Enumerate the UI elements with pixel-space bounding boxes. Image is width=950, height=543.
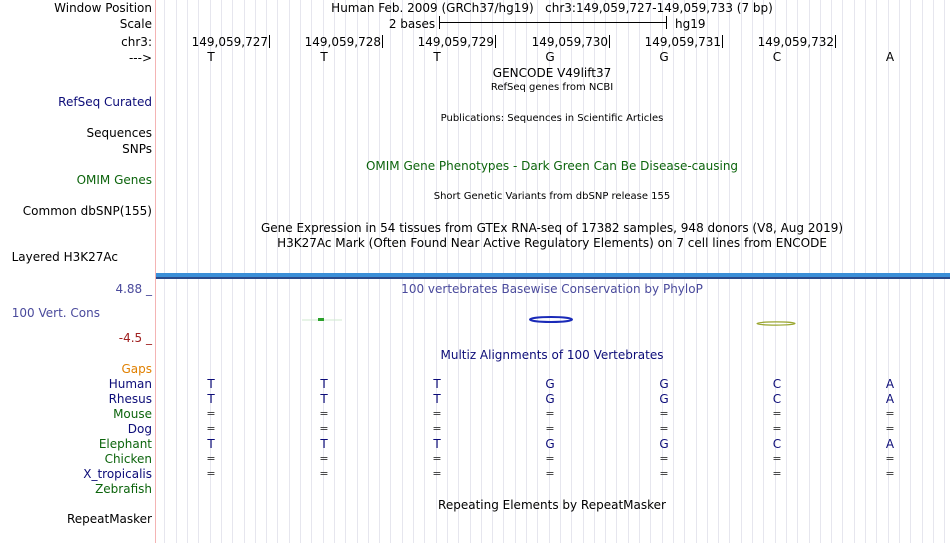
sequence-base: G <box>545 50 555 64</box>
position-tick <box>722 35 723 48</box>
alignment-match: = <box>432 467 442 480</box>
label-snps[interactable]: SNPs <box>122 142 152 156</box>
alignment-match: = <box>772 467 782 480</box>
label-gaps[interactable]: Gaps <box>121 362 152 376</box>
guide-line <box>922 0 923 543</box>
alignment-match: = <box>772 422 782 435</box>
position-6: 149,059,732 <box>757 35 834 49</box>
alignment-match: = <box>772 407 782 420</box>
guide-line <box>255 0 256 543</box>
alignment-base: T <box>207 392 215 406</box>
position-tick <box>495 35 496 48</box>
track-title-phylop[interactable]: 100 vertebrates Basewise Conservation by PhyloP <box>401 282 703 296</box>
guide-line <box>741 0 742 543</box>
sequence-base: T <box>207 50 215 64</box>
track-title-gtex[interactable]: Gene Expression in 54 tissues from GTEx RNA-seq of 17382 samples, 948 donors (V8, Aug 2019) <box>260 221 844 235</box>
alignment-match: = <box>206 407 216 420</box>
guide-line <box>266 0 267 543</box>
label-common-dbsnp[interactable]: Common dbSNP(155) <box>22 204 152 218</box>
alignment-match: = <box>206 422 216 435</box>
guide-line <box>786 0 787 543</box>
position-4: 149,059,730 <box>531 35 608 49</box>
guide-line <box>221 0 222 543</box>
guide-line <box>187 0 188 543</box>
sequence-base: C <box>772 50 782 64</box>
guide-line <box>684 0 685 543</box>
alignment-base: T <box>207 377 215 391</box>
sequence-base: T <box>320 50 328 64</box>
phylop-graph <box>156 310 950 330</box>
label-species-dog[interactable]: Dog <box>127 422 152 436</box>
alignment-match: = <box>885 452 895 465</box>
label-species-zebrafish[interactable]: Zebrafish <box>95 482 152 496</box>
alignment-base: T <box>320 392 328 406</box>
guide-line <box>673 0 674 543</box>
guide-line <box>164 0 165 543</box>
label-species-mouse[interactable]: Mouse <box>113 407 152 421</box>
track-image[interactable] <box>156 0 950 543</box>
guide-line <box>402 0 403 543</box>
position-tick <box>269 35 270 48</box>
alignment-base: T <box>320 437 328 451</box>
label-refseq-curated[interactable]: RefSeq Curated <box>58 95 152 109</box>
alignment-base: C <box>772 437 782 451</box>
position-tick <box>609 35 610 48</box>
alignment-base: T <box>433 437 441 451</box>
guide-line <box>707 0 708 543</box>
alignment-base: G <box>545 392 555 406</box>
window-position-title: Human Feb. 2009 (GRCh37/hg19) chr3:149,059,727-149,059,733 (7 bp) <box>331 1 773 15</box>
alignment-match: = <box>545 467 555 480</box>
position-5: 149,059,731 <box>644 35 721 49</box>
track-desc-refseq: RefSeq genes from NCBI <box>490 82 614 93</box>
guide-line <box>300 0 301 543</box>
label-window-position: Window Position <box>54 1 152 15</box>
guide-line <box>628 0 629 543</box>
guide-line <box>899 0 900 543</box>
label-chromosome: chr3: <box>121 35 152 49</box>
label-sequences[interactable]: Sequences <box>86 126 152 140</box>
guide-line <box>379 0 380 543</box>
alignment-match: = <box>772 452 782 465</box>
alignment-match: = <box>885 467 895 480</box>
alignment-match: = <box>319 422 329 435</box>
alignment-match: = <box>545 407 555 420</box>
alignment-match: = <box>319 452 329 465</box>
phylop-mark <box>757 322 795 325</box>
position-tick <box>382 35 383 48</box>
label-layered-h3k27ac[interactable]: Layered H3K27Ac <box>11 250 118 264</box>
guide-line <box>933 0 934 543</box>
alignment-match: = <box>432 422 442 435</box>
alignment-match: = <box>545 452 555 465</box>
alignment-match: = <box>659 407 669 420</box>
guide-line <box>820 0 821 543</box>
guide-line <box>944 0 945 543</box>
guide-line <box>311 0 312 543</box>
label-100-vert-cons[interactable]: 100 Vert. Cons <box>11 306 100 320</box>
track-title-publications[interactable]: Publications: Sequences in Scientific Articles <box>440 113 664 124</box>
alignment-base: G <box>659 437 669 451</box>
guide-line <box>865 0 866 543</box>
guide-line <box>458 0 459 543</box>
h3k27ac-signal-baseline <box>156 277 950 279</box>
phylop-mark <box>530 317 572 322</box>
alignment-match: = <box>319 467 329 480</box>
guide-line <box>244 0 245 543</box>
guide-line <box>831 0 832 543</box>
guide-line <box>718 0 719 543</box>
guide-line <box>334 0 335 543</box>
guide-line <box>854 0 855 543</box>
scale-text: 2 bases <box>388 17 436 31</box>
guide-line <box>910 0 911 543</box>
position-1: 149,059,727 <box>191 35 268 49</box>
guide-line <box>277 0 278 543</box>
alignment-match: = <box>659 467 669 480</box>
label-cons-min: -4.5 _ <box>118 331 152 345</box>
phylop-mark <box>318 318 324 321</box>
label-omim-genes[interactable]: OMIM Genes <box>76 173 152 187</box>
guide-line <box>763 0 764 543</box>
alignment-base: G <box>545 377 555 391</box>
alignment-base: T <box>207 437 215 451</box>
alignment-match: = <box>206 467 216 480</box>
guide-line <box>797 0 798 543</box>
guide-line <box>876 0 877 543</box>
guide-line <box>696 0 697 543</box>
alignment-base: T <box>433 392 441 406</box>
guide-line <box>289 0 290 543</box>
track-title-omim[interactable]: OMIM Gene Phenotypes - Dark Green Can Be Disease-causing <box>365 159 739 173</box>
guide-line <box>481 0 482 543</box>
alignment-match: = <box>432 407 442 420</box>
alignment-match: = <box>545 422 555 435</box>
guide-line <box>357 0 358 543</box>
alignment-base: T <box>433 377 441 391</box>
guide-line <box>447 0 448 543</box>
label-scale: Scale <box>119 17 152 31</box>
alignment-base: G <box>545 437 555 451</box>
alignment-match: = <box>659 422 669 435</box>
track-title-gencode[interactable]: GENCODE V49lift37 <box>492 66 612 80</box>
alignment-base: A <box>885 392 895 406</box>
guide-line <box>616 0 617 543</box>
alignment-base: A <box>885 377 895 391</box>
alignment-base: G <box>659 392 669 406</box>
guide-line <box>176 0 177 543</box>
position-tick <box>835 35 836 48</box>
guide-line <box>424 0 425 543</box>
position-2: 149,059,728 <box>304 35 381 49</box>
alignment-base: G <box>659 377 669 391</box>
guide-line <box>752 0 753 543</box>
guide-line <box>650 0 651 543</box>
track-title-dbsnp[interactable]: Short Genetic Variants from dbSNP release 155 <box>433 191 671 202</box>
label-strand: ---> <box>128 51 152 65</box>
scale-bar-right <box>666 16 667 29</box>
sequence-base: A <box>885 50 895 64</box>
label-species-human[interactable]: Human <box>108 377 152 391</box>
label-species-x-tropicalis[interactable]: X_tropicalis <box>83 467 152 481</box>
guide-line <box>390 0 391 543</box>
alignment-base: C <box>772 377 782 391</box>
alignment-match: = <box>885 407 895 420</box>
sequence-base: T <box>433 50 441 64</box>
alignment-match: = <box>885 422 895 435</box>
alignment-match: = <box>659 452 669 465</box>
track-labels <box>0 0 155 543</box>
label-species-rhesus[interactable]: Rhesus <box>108 392 152 406</box>
guide-line <box>809 0 810 543</box>
scale-bar <box>439 22 666 23</box>
label-species-chicken[interactable]: Chicken <box>104 452 152 466</box>
assembly-label: hg19 <box>675 17 706 31</box>
track-title-h3k27ac[interactable]: H3K27Ac Mark (Often Found Near Active Regulatory Elements) on 7 cell lines from ENCODE <box>277 236 827 250</box>
guide-line <box>639 0 640 543</box>
position-3: 149,059,729 <box>417 35 494 49</box>
label-cons-max: 4.88 _ <box>115 282 152 296</box>
label-species-elephant[interactable]: Elephant <box>98 437 152 451</box>
guide-line <box>842 0 843 543</box>
track-title-repeatmasker[interactable]: Repeating Elements by RepeatMasker <box>438 498 666 512</box>
guide-line <box>413 0 414 543</box>
alignment-base: A <box>885 437 895 451</box>
alignment-base: C <box>772 392 782 406</box>
guide-line <box>729 0 730 543</box>
guide-line <box>368 0 369 543</box>
label-repeatmasker[interactable]: RepeatMasker <box>66 512 152 526</box>
sequence-base: G <box>659 50 669 64</box>
guide-line <box>198 0 199 543</box>
alignment-match: = <box>206 452 216 465</box>
track-title-multiz[interactable]: Multiz Alignments of 100 Vertebrates <box>440 348 664 362</box>
alignment-match: = <box>432 452 442 465</box>
guide-line <box>470 0 471 543</box>
guide-line <box>345 0 346 543</box>
guide-line <box>232 0 233 543</box>
alignment-match: = <box>319 407 329 420</box>
alignment-base: T <box>320 377 328 391</box>
